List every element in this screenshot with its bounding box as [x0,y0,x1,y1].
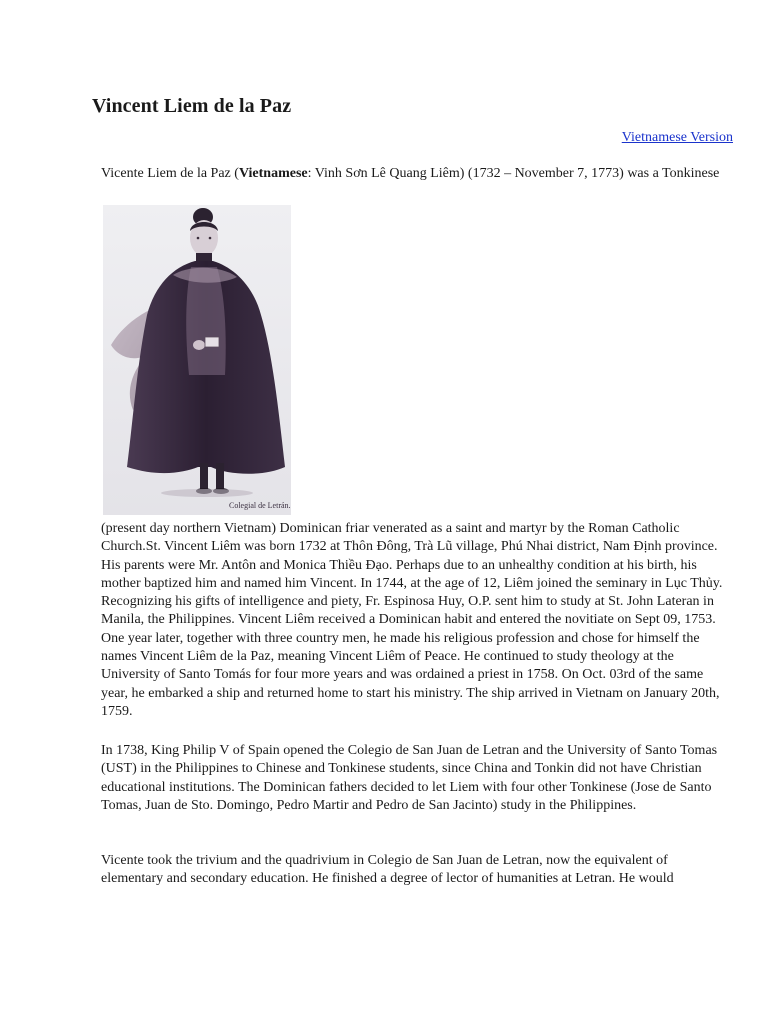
intro-paragraph [101,165,731,183]
intro-text-before: Vicente Liem de la Paz ( [101,166,239,181]
article-paragraph-3: Vicente took the trivium and the quadrivium in Colegio de San Juan de Letran, now the equivalent of elementary and secondary education. He finished a degree of lector of humanities at Letran. He would [101,853,674,887]
portrait-caption: Colegial de Letrán. [229,501,291,510]
article-paragraph-1: (present day northern Vietnam) Dominican friar venerated as a saint and martyr by the Roman Catholic Church.St. Vincent Liêm was born 1732 at Thôn Đông, Trà Lũ village, Phú Nhai district, Nam Định province. His parents were Mr. Antôn and Monica Thiều Đạo. Perhaps due to an unhealthy condition at his birth, his mother baptized him and named him Vincent. In 1744, at the age of 12, Liêm joined the seminary in Lục Thủy. Recognizing his gifts of intelligence and piety, Fr. Espinosa Huy, O.P. sent him to study at St. John Lateran in Manila, the Philippines. Vincent Liêm received a Dominican habit and entered the novitiate on Sept 09, 1753. One year later, together with three country men, he made his religious profession and chose for himself the names Vincent Liêm de la Paz, meaning Vincent Liêm of Peace. He continued to study theology at the University of Santo Tomás for four more years and was ordained a priest in 1758. On Oct. 03rd of the same year, he embarked a ship and returned home to start his ministry. The ship arrived in Vietnam on January 20th, 1759. [101,521,723,719]
article-title: Vincent Liem de la Paz [92,95,292,117]
article-paragraph-2: In 1738, King Philip V of Spain opened the Colegio de San Juan de Letran and the University of Santo Tomas (UST) in the Philippines to Chinese and Tonkinese students, since China and Tonkin did not have Christian educational institutions. The Dominican fathers decided to let Liem with four other Tonkinese (Jose de Santo Tomas, Juan de Sto. Domingo, Pedro Martir and Pedro de San Jacinto) study in the Philippines. [101,743,718,813]
portrait-drawing [103,205,291,515]
intro-text-after: : Vinh Sơn Lê Quang Liêm) (1732 – November 7, 1773) was a Tonkinese [307,166,720,181]
vietnamese-version-link[interactable]: Vietnamese Version [621,130,733,145]
portrait-image [103,205,291,515]
intro-language-label: Vietnamese [238,166,308,181]
